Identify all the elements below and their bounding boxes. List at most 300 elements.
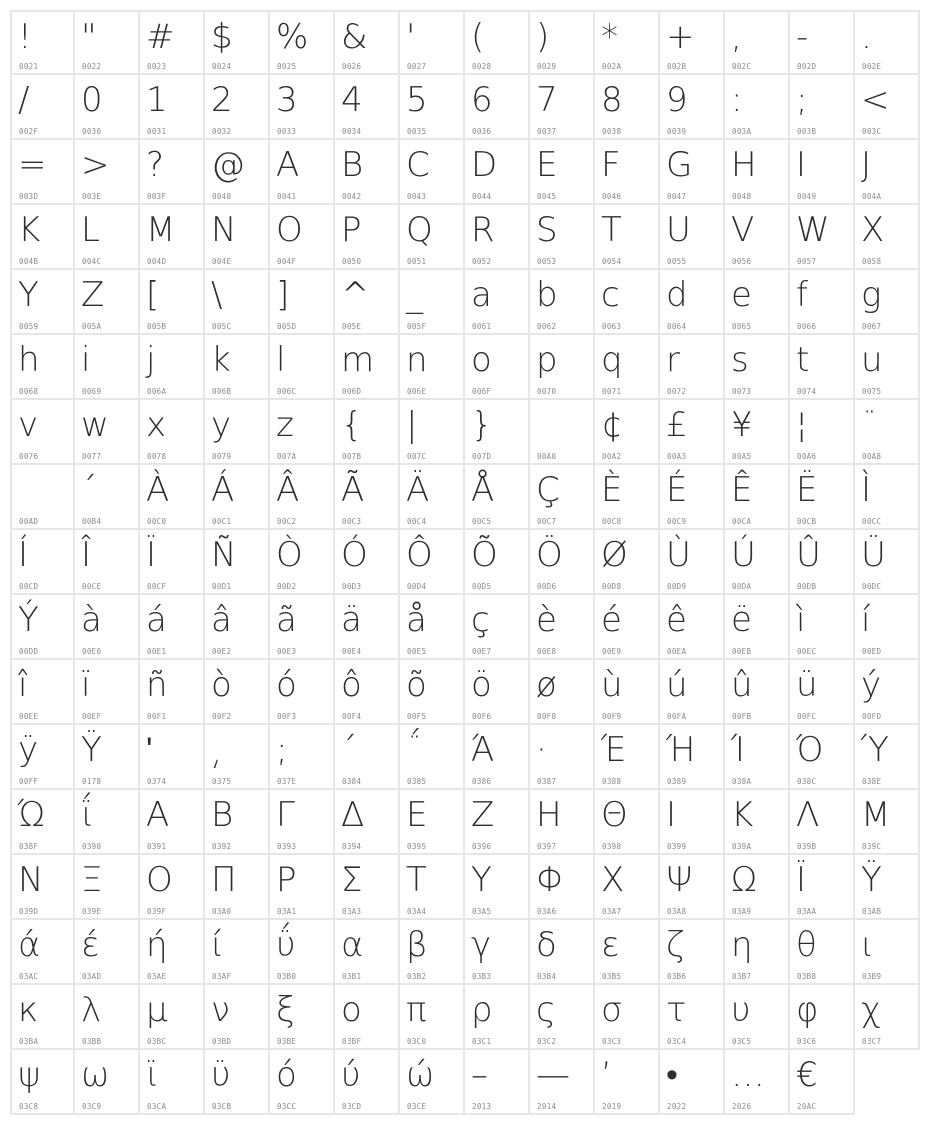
glyph-char: É (666, 470, 688, 510)
glyph-cell (855, 725, 920, 790)
glyph-char: c (601, 275, 620, 315)
glyph-code: 03A1 (277, 907, 297, 916)
glyph-code: 0032 (212, 127, 232, 136)
glyph-code: 03A8 (667, 907, 687, 916)
glyph-code: 00FC (797, 712, 817, 721)
glyph-char: ÿ (18, 730, 39, 770)
glyph-char: 4 (341, 80, 363, 120)
glyph-char: Ε (406, 795, 428, 835)
glyph-code: 007C (407, 452, 427, 461)
glyph-cell (205, 725, 270, 790)
glyph-cell (205, 270, 270, 335)
glyph-cell (790, 595, 855, 660)
glyph-code: 005D (277, 322, 297, 331)
glyph-cell (595, 530, 660, 595)
glyph-code: 0079 (212, 452, 232, 461)
glyph-char: J (861, 145, 872, 185)
glyph-char: y (211, 405, 232, 445)
glyph-char: N (211, 210, 237, 250)
glyph-code: 0396 (472, 842, 492, 851)
glyph-code: 0399 (667, 842, 687, 851)
glyph-code: 002A (602, 62, 622, 71)
glyph-cell (855, 75, 920, 140)
glyph-char: ΐ (81, 795, 95, 835)
glyph-cell (530, 725, 595, 790)
glyph-code: 0059 (19, 322, 39, 331)
glyph-code: 0392 (212, 842, 232, 851)
glyph-cell (10, 205, 75, 270)
glyph-char: A (276, 145, 300, 185)
glyph-code: 03C2 (537, 1037, 557, 1046)
glyph-char: z (276, 405, 294, 445)
glyph-cell (10, 335, 75, 400)
glyph-char: γ (471, 925, 492, 965)
glyph-char: + (666, 17, 695, 57)
glyph-cell (790, 465, 855, 530)
glyph-code: 03A9 (732, 907, 752, 916)
glyph-cell (75, 335, 140, 400)
glyph-code: 0052 (472, 257, 492, 266)
glyph-cell (465, 725, 530, 790)
glyph-cell (140, 725, 205, 790)
glyph-cell (75, 75, 140, 140)
glyph-code: 039B (797, 842, 817, 851)
glyph-code: 002B (667, 62, 687, 71)
glyph-cell (725, 595, 790, 660)
glyph-code: 03BE (277, 1037, 297, 1046)
glyph-char: T (601, 210, 622, 250)
glyph-char: Å (471, 470, 495, 510)
glyph-code: 03C3 (602, 1037, 622, 1046)
glyph-cell (790, 270, 855, 335)
glyph-char: Ÿ (81, 730, 102, 770)
glyph-char: η (731, 925, 753, 965)
glyph-cell (205, 985, 270, 1050)
glyph-code: 00DD (19, 647, 39, 656)
glyph-char: χ (861, 990, 882, 1030)
glyph-char: I (796, 145, 807, 185)
glyph-code: 00FB (732, 712, 752, 721)
glyph-char: κ (18, 990, 39, 1030)
glyph-code: 03CC (277, 1102, 297, 1111)
glyph-char: Ô (406, 535, 433, 575)
glyph-char: ¥ (731, 405, 753, 445)
glyph-code: 03A0 (212, 907, 232, 916)
glyph-cell (140, 595, 205, 660)
glyph-cell (660, 465, 725, 530)
glyph-char: ò (211, 665, 232, 705)
glyph-code: 00A0 (537, 452, 557, 461)
glyph-code: 0398 (602, 842, 622, 851)
glyph-cell (75, 595, 140, 660)
glyph-char: R (471, 210, 495, 250)
glyph-cell (270, 660, 335, 725)
glyph-code: 03A5 (472, 907, 492, 916)
glyph-char: b (536, 275, 558, 315)
glyph-cell (75, 660, 140, 725)
glyph-code: 0021 (19, 62, 39, 71)
glyph-cell (335, 205, 400, 270)
glyph-cell (660, 75, 725, 140)
glyph-char: m (341, 340, 375, 380)
glyph-cell (595, 660, 660, 725)
glyph-cell (725, 790, 790, 855)
glyph-char: Q (406, 210, 433, 250)
glyph-code: 00F4 (342, 712, 362, 721)
glyph-char: q (601, 340, 623, 380)
glyph-char: φ (796, 990, 819, 1030)
glyph-code: 0025 (277, 62, 297, 71)
glyph-code: 0045 (537, 192, 557, 201)
glyph-code: 03C0 (407, 1037, 427, 1046)
glyph-cell (790, 855, 855, 920)
glyph-cell (400, 855, 465, 920)
glyph-cell (595, 335, 660, 400)
glyph-code: 0074 (797, 387, 817, 396)
glyph-char: Κ (731, 795, 754, 835)
glyph-code: 00D3 (342, 582, 362, 591)
glyph-code: 20AC (797, 1102, 817, 1111)
glyph-code: 03C7 (862, 1037, 882, 1046)
glyph-char: " (81, 17, 97, 57)
glyph-code: 0054 (602, 257, 622, 266)
glyph-code: 03A6 (537, 907, 557, 916)
glyph-char: Ο (146, 860, 173, 900)
glyph-code: 0390 (82, 842, 102, 851)
glyph-cell (335, 530, 400, 595)
glyph-char: ΅ (406, 730, 423, 770)
glyph-code: 03C8 (19, 1102, 39, 1111)
glyph-code: 00E8 (537, 647, 557, 656)
glyph-cell (400, 530, 465, 595)
glyph-char: Ζ (471, 795, 495, 835)
glyph-char (18, 467, 29, 513)
glyph-char: â (211, 600, 232, 640)
glyph-cell (10, 530, 75, 595)
glyph-code: 00EA (667, 647, 687, 656)
glyph-cell (725, 660, 790, 725)
glyph-char: | (406, 405, 418, 445)
glyph-char: Ί (731, 730, 745, 770)
glyph-char: ϋ (211, 1055, 231, 1095)
glyph-char: Ύ (861, 730, 890, 770)
glyph-char: υ (731, 990, 751, 1030)
glyph-cell (140, 270, 205, 335)
glyph-cell (595, 920, 660, 985)
glyph-cell (75, 1050, 140, 1115)
glyph-code: 0053 (537, 257, 557, 266)
glyph-cell (270, 920, 335, 985)
glyph-code: 004B (19, 257, 39, 266)
glyph-char: ó (276, 665, 297, 705)
glyph-char: å (406, 600, 427, 640)
glyph-char: é (601, 600, 622, 640)
glyph-char: Θ (601, 795, 628, 835)
glyph-char: Ó (341, 535, 368, 575)
glyph-cell (660, 140, 725, 205)
glyph-char: Ώ (18, 795, 47, 835)
glyph-cell (140, 400, 205, 465)
glyph-char: Û (796, 535, 821, 575)
glyph-char: G (666, 145, 693, 185)
glyph-char: λ (81, 990, 102, 1030)
glyph-code: 0051 (407, 257, 427, 266)
glyph-cell (270, 335, 335, 400)
glyph-code: 0049 (797, 192, 817, 201)
glyph-char: W (796, 210, 830, 250)
glyph-code: 039D (19, 907, 39, 916)
glyph-char: ς (536, 990, 556, 1030)
glyph-cell (530, 270, 595, 335)
glyph-char: ν (211, 990, 230, 1030)
glyph-char: { (341, 405, 363, 445)
glyph-code: 037E (277, 777, 297, 786)
glyph-char: d (666, 275, 688, 315)
glyph-code: 03AC (19, 972, 39, 981)
glyph-cell (790, 920, 855, 985)
glyph-char: Ξ (81, 860, 103, 900)
glyph-code: 0066 (797, 322, 817, 331)
glyph-char: Ç (536, 470, 560, 510)
glyph-char: ό (276, 1055, 297, 1095)
glyph-cell (335, 75, 400, 140)
glyph-cell (75, 920, 140, 985)
glyph-cell (400, 205, 465, 270)
glyph-cell (335, 270, 400, 335)
glyph-cell (465, 270, 530, 335)
glyph-cell (400, 985, 465, 1050)
glyph-cell (725, 205, 790, 270)
glyph-code: 0057 (797, 257, 817, 266)
glyph-cell (660, 790, 725, 855)
glyph-char: ç (471, 600, 490, 640)
glyph-cell (790, 205, 855, 270)
glyph-code: 03BD (212, 1037, 232, 1046)
glyph-code: 0024 (212, 62, 232, 71)
glyph-code: 006E (407, 387, 427, 396)
glyph-char: 9 (666, 80, 688, 120)
glyph-code: 0063 (602, 322, 622, 331)
glyph-cell (335, 660, 400, 725)
glyph-cell (335, 725, 400, 790)
glyph-code: 0375 (212, 777, 232, 786)
glyph-cell (855, 10, 920, 75)
glyph-cell (75, 725, 140, 790)
glyph-code: 00FA (667, 712, 687, 721)
glyph-code: 0029 (537, 62, 557, 71)
glyph-char: í (861, 600, 871, 640)
glyph-code: 002C (732, 62, 752, 71)
glyph-cell (335, 920, 400, 985)
glyph-cell (400, 465, 465, 530)
glyph-cell (465, 205, 530, 270)
glyph-code: 00C9 (667, 517, 687, 526)
glyph-code: 0037 (537, 127, 557, 136)
glyph-code: 03A7 (602, 907, 622, 916)
glyph-char: Ή (666, 730, 696, 770)
glyph-code: 005B (147, 322, 167, 331)
glyph-code: 0067 (862, 322, 882, 331)
glyph-char: L (81, 210, 100, 250)
glyph-char: 0 (81, 80, 103, 120)
glyph-cell (660, 530, 725, 595)
glyph-code: 005F (407, 322, 427, 331)
glyph-cell (270, 1050, 335, 1115)
glyph-code: 0178 (82, 777, 102, 786)
glyph-char: σ (601, 990, 623, 1030)
glyph-char: g (861, 275, 882, 315)
glyph-char: Φ (536, 860, 566, 900)
glyph-cell (10, 855, 75, 920)
glyph-char: Ï (146, 535, 157, 575)
glyph-cell (725, 920, 790, 985)
glyph-char: ¢ (601, 405, 623, 445)
glyph-cell (660, 985, 725, 1050)
glyph-char: μ (146, 990, 168, 1030)
glyph-cell (530, 400, 595, 465)
glyph-code: 005C (212, 322, 232, 331)
glyph-cell (10, 140, 75, 205)
glyph-code: 00A8 (862, 452, 882, 461)
glyph-cell (400, 790, 465, 855)
glyph-cell (400, 270, 465, 335)
glyph-char: _ (406, 275, 423, 315)
glyph-char: ' (406, 17, 416, 57)
glyph-code: 00A2 (602, 452, 622, 461)
glyph-char: K (18, 210, 41, 250)
glyph-cell (530, 920, 595, 985)
glyph-cell (75, 140, 140, 205)
glyph-cell (270, 790, 335, 855)
glyph-code: 00B4 (82, 517, 102, 526)
glyph-code: 002D (797, 62, 817, 71)
glyph-code: 00C0 (147, 517, 167, 526)
glyph-code: 00CF (147, 582, 167, 591)
glyph-cell (595, 855, 660, 920)
glyph-cell (725, 10, 790, 75)
glyph-char: Α (146, 795, 170, 835)
glyph-cell (530, 660, 595, 725)
glyph-char: v (18, 405, 39, 445)
glyph-cell (790, 790, 855, 855)
glyph-code: 00EB (732, 647, 752, 656)
glyph-char: = (18, 145, 47, 185)
glyph-cell (790, 400, 855, 465)
glyph-cell (530, 855, 595, 920)
glyph-cell (10, 790, 75, 855)
glyph-char: δ (536, 925, 557, 965)
glyph-char: Z (81, 275, 105, 315)
glyph-cell (530, 205, 595, 270)
glyph-char: % (276, 17, 309, 57)
glyph-cell (855, 855, 920, 920)
glyph-cell (595, 595, 660, 660)
glyph-cell (205, 660, 270, 725)
glyph-code: 006B (212, 387, 232, 396)
glyph-code: 00F9 (602, 712, 622, 721)
glyph-code: 0072 (667, 387, 687, 396)
glyph-char: ( (471, 17, 485, 57)
glyph-char: r (666, 340, 680, 380)
glyph-code: 038F (19, 842, 39, 851)
glyph-code: 0026 (342, 62, 362, 71)
glyph-char: o (471, 340, 492, 380)
glyph-char: l (276, 340, 286, 380)
glyph-code: 0065 (732, 322, 752, 331)
glyph-code: 0033 (277, 127, 297, 136)
glyph-code: 00CE (82, 582, 102, 591)
glyph-char: ζ (666, 925, 685, 965)
glyph-cell (790, 75, 855, 140)
glyph-cell (400, 75, 465, 140)
glyph-cell (530, 985, 595, 1050)
glyph-code: 00A3 (667, 452, 687, 461)
glyph-code: 0046 (602, 192, 622, 201)
glyph-char: Μ (861, 795, 891, 835)
glyph-char: Ý (18, 600, 39, 640)
glyph-code: 03AB (862, 907, 882, 916)
glyph-cell (140, 10, 205, 75)
glyph-code: 0022 (82, 62, 102, 71)
glyph-code: 2026 (732, 1102, 752, 1111)
glyph-char: s (731, 340, 749, 380)
glyph-cell (140, 790, 205, 855)
glyph-cell (140, 140, 205, 205)
glyph-char: ί (211, 925, 225, 965)
glyph-code: 00F8 (537, 712, 557, 721)
glyph-char: Ό (796, 730, 824, 770)
glyph-char: ï (81, 665, 91, 705)
glyph-char: F (601, 145, 621, 185)
glyph-code: 0048 (732, 192, 752, 201)
glyph-code: 03B5 (602, 972, 622, 981)
glyph-cell (595, 1050, 660, 1115)
glyph-char: ú (666, 665, 688, 705)
glyph-code: 03AE (147, 972, 167, 981)
glyph-cell (335, 10, 400, 75)
glyph-cell (595, 400, 660, 465)
glyph-cell (10, 400, 75, 465)
glyph-code: 0388 (602, 777, 622, 786)
glyph-cell (725, 270, 790, 335)
glyph-cell (530, 335, 595, 400)
glyph-char: Â (276, 470, 300, 510)
glyph-code: 0384 (342, 777, 362, 786)
glyph-char: ύ (341, 1055, 361, 1095)
glyph-cell (660, 855, 725, 920)
glyph-char: Î (81, 535, 92, 575)
glyph-code: 003C (862, 127, 882, 136)
glyph-char: ì (796, 600, 806, 640)
glyph-char: ñ (146, 665, 168, 705)
glyph-cell (400, 10, 465, 75)
glyph-char: Ò (276, 535, 303, 575)
glyph-code: 03C9 (82, 1102, 102, 1111)
glyph-cell (400, 335, 465, 400)
glyph-cell (790, 660, 855, 725)
glyph-code: 038C (797, 777, 817, 786)
glyph-cell (465, 660, 530, 725)
glyph-char: > (81, 145, 110, 185)
glyph-char: Ρ (276, 860, 297, 900)
glyph-code: 00E5 (407, 647, 427, 656)
glyph-cell (270, 725, 335, 790)
glyph-code: 004E (212, 257, 232, 266)
glyph-char: D (471, 145, 498, 185)
glyph-cell (205, 530, 270, 595)
glyph-code: 0043 (407, 192, 427, 201)
glyph-cell (465, 335, 530, 400)
